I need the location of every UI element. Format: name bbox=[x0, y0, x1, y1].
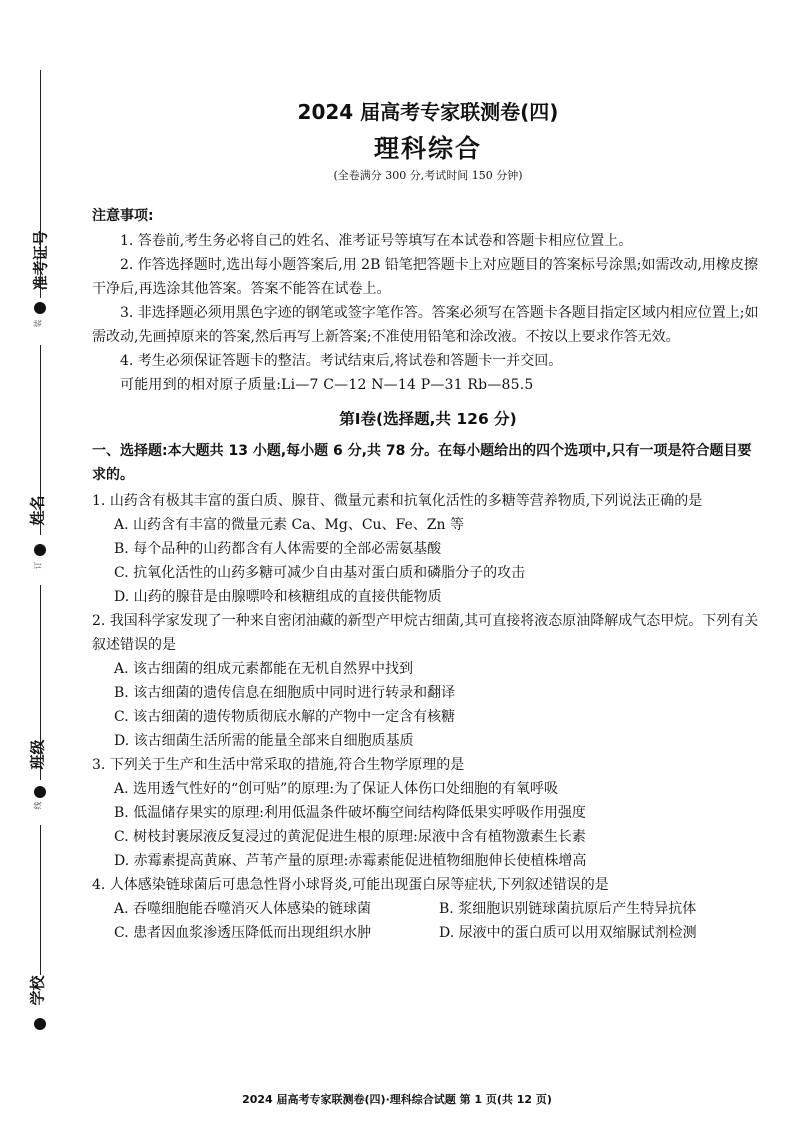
question-text: 我国科学家发现了一种来自密闭油藏的新型产甲烷古细菌,其可直接将液态原油降解成气态甲烷。下列有关叙述错误的是 bbox=[92, 613, 759, 653]
option-d: D. 赤霉素提高黄麻、芦苇产量的原理:赤霉素能促进植物细胞伸长使植株增高 bbox=[114, 853, 587, 869]
option-a: A. 选用透气性好的“创可贴”的原理:为了保证人体伤口处细胞的有氧呼吸 bbox=[114, 781, 559, 797]
exam-note: (全卷满分 300 分,考试时间 150 分钟) bbox=[333, 169, 523, 182]
option-d: D. 山药的腺苷是由腺嘌呤和核糖组成的直接供能物质 bbox=[114, 589, 442, 605]
binding-dot bbox=[34, 544, 46, 556]
binding-dot bbox=[34, 302, 46, 314]
question-text: 下列关于生产和生活中常采取的措施,符合生物学原理的是 bbox=[109, 757, 465, 773]
question-stem bbox=[92, 489, 764, 513]
binding-label-class: 班级 bbox=[28, 739, 47, 770]
option-row bbox=[114, 897, 764, 921]
page-footer: 2024 届高考专家联测卷(四)·理科综合试题 第 1 页(共 12 页) bbox=[242, 1093, 552, 1106]
option-b: B. 该古细菌的遗传信息在细胞质中同时进行转录和翻译 bbox=[114, 685, 456, 701]
option-c: C. 树枝封裹尿液反复浸过的黄泥促进生根的原理:尿液中含有植物激素生长素 bbox=[114, 829, 586, 845]
option-d: D. 尿液中的蛋白质可以用双缩脲试剂检测 bbox=[439, 925, 697, 941]
question-stem bbox=[92, 753, 764, 777]
question-number: 1. bbox=[92, 493, 106, 509]
instruction-item: 1. 答卷前,考生务必将自己的姓名、准考证号等填写在本试卷和答题卡相应位置上。 bbox=[120, 233, 633, 249]
question-stem bbox=[92, 609, 764, 657]
binding-label-exam-id: 准考证号 bbox=[31, 230, 50, 291]
binding-label-name: 姓名 bbox=[28, 495, 47, 526]
atomic-masses: 可能用到的相对原子质量:Li—7 C—12 N—14 P—31 Rb—85.5 bbox=[120, 377, 534, 393]
binding-label-school: 学校 bbox=[28, 975, 47, 1006]
instruction-item: 4. 考生必须保证答题卡的整洁。考试结束后,将试卷和答题卡一并交回。 bbox=[120, 353, 563, 369]
question-stem bbox=[92, 873, 764, 897]
question-text: 山药含有极其丰富的蛋白质、腺苷、微量元素和抗氧化活性的多糖等营养物质,下列说法正确的是 bbox=[109, 493, 703, 509]
binding-dot bbox=[34, 1018, 46, 1030]
question-number: 4. bbox=[92, 877, 106, 893]
option-a: A. 该古细菌的组成元素都能在无机自然界中找到 bbox=[114, 661, 414, 677]
binding-strip bbox=[0, 0, 78, 1124]
option-a: A. 山药含有丰富的微量元素 Ca、Mg、Cu、Fe、Zn 等 bbox=[114, 517, 464, 533]
option-c: C. 该古细菌的遗传物质彻底水解的产物中一定含有核糖 bbox=[114, 709, 456, 725]
part-intro: 一、选择题:本大题共 13 小题,每小题 6 分,共 78 分。在每小题给出的四个选项中,只有一项是符合题目要求的。 bbox=[92, 443, 752, 483]
binding-mark-ding: 订 bbox=[33, 561, 43, 570]
option-c: C. 患者因血浆渗透压降低而出现组织水肿 bbox=[114, 925, 372, 941]
question-number: 3. bbox=[92, 757, 106, 773]
instructions-heading: 注意事项: bbox=[92, 208, 154, 224]
exam-page bbox=[92, 96, 764, 945]
option-c: C. 抗氧化活性的山药多糖可减少自由基对蛋白质和磷脂分子的攻击 bbox=[114, 565, 526, 581]
binding-mark-zhuang: 装 bbox=[33, 319, 43, 328]
question-number: 2. bbox=[92, 613, 106, 629]
question-4 bbox=[92, 873, 764, 945]
section-title: 第Ⅰ卷(选择题,共 126 分) bbox=[339, 410, 517, 428]
question-text: 人体感染链球菌后可患急性肾小球肾炎,可能出现蛋白尿等症状,下列叙述错误的是 bbox=[109, 877, 609, 893]
option-b: B. 浆细胞识别链球菌抗原后产生特异抗体 bbox=[439, 901, 697, 917]
option-b: B. 每个品种的山药都含有人体需要的全部必需氨基酸 bbox=[114, 541, 442, 557]
question-1 bbox=[92, 489, 764, 609]
binding-dot bbox=[34, 786, 46, 798]
binding-mark-xian: 线 bbox=[33, 801, 43, 810]
instructions bbox=[92, 205, 764, 397]
option-a: A. 吞噬细胞能吞噬消灭人体感染的链球菌 bbox=[114, 901, 372, 917]
option-d: D. 该古细菌生活所需的能量全部来自细胞质基质 bbox=[114, 733, 414, 749]
exam-subject: 理科综合 bbox=[373, 134, 482, 163]
instruction-item: 2. 作答选择题时,选出每小题答案后,用 2B 铅笔把答题卡上对应题目的答案标号涂黑;如需改动,用橡皮擦干净后,再选涂其他答案。答案不能答在试卷上。 bbox=[92, 257, 758, 297]
option-b: B. 低温储存果实的原理:利用低温条件破坏酶空间结构降低果实呼吸作用强度 bbox=[114, 805, 586, 821]
exam-title: 2024 届高考专家联测卷(四) bbox=[297, 100, 559, 124]
instruction-item: 3. 非选择题必须用黑色字迹的钢笔或签字笔作答。答案必须写在答题卡各题目指定区域内相应位置上;如需改动,先画掉原来的答案,然后再写上新答案;不准使用铅笔和涂改液。不按以上要求作答无效。 bbox=[92, 305, 759, 345]
binding-line bbox=[40, 825, 41, 975]
question-2 bbox=[92, 609, 764, 753]
option-row bbox=[114, 921, 764, 945]
question-3 bbox=[92, 753, 764, 873]
